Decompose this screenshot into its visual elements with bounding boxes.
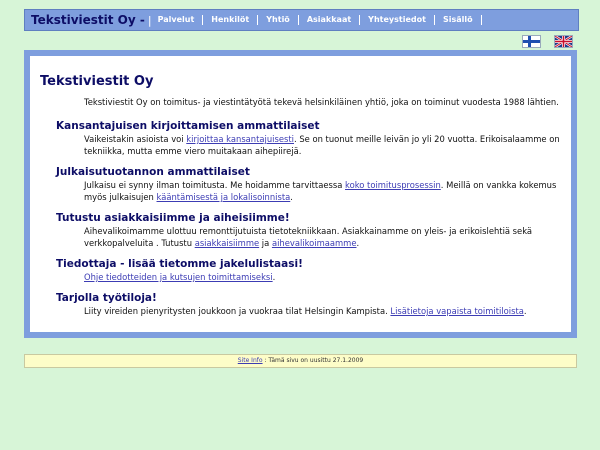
link-vapaat-toimitilat[interactable]: Lisätietoja vapaista toimitiloista bbox=[390, 306, 524, 316]
section-title: Kansantajuisen kirjoittamisen ammattilaiset bbox=[56, 120, 320, 132]
nav-item-yhtio[interactable]: Yhtiö bbox=[258, 15, 299, 25]
text-span: . Meillä on vankka kokemus myös julkaisujen bbox=[84, 180, 557, 202]
nav-item-henkilot[interactable]: Henkilöt bbox=[203, 15, 258, 25]
nav-item-yhteystiedot[interactable]: Yhteystiedot bbox=[360, 15, 435, 25]
main-nav bbox=[158, 15, 482, 25]
footer bbox=[24, 354, 577, 368]
finnish-flag-icon[interactable] bbox=[522, 35, 541, 48]
section-title: Julkaisutuotannon ammattilaiset bbox=[56, 166, 250, 178]
uk-flag-icon[interactable] bbox=[554, 35, 573, 48]
section-asiakkaat bbox=[56, 212, 561, 249]
main-content bbox=[30, 56, 571, 332]
text-span: . bbox=[290, 192, 293, 202]
section-text bbox=[84, 271, 561, 283]
text-span: . Se on tuonut meille leivän jo yli 20 vuotta. Erikoisalaamme on tekniikka, mutta emme viero muitakaan aihepiirejä. bbox=[84, 134, 560, 156]
top-navigation-bar bbox=[24, 9, 579, 31]
brand-separator: | bbox=[147, 13, 152, 27]
content-frame bbox=[24, 50, 577, 338]
link-kaantaminen[interactable]: kääntämisestä ja lokalisoinnista bbox=[156, 192, 291, 202]
section-tiedottaja bbox=[56, 258, 561, 283]
page-title: Tekstiviestit Oy bbox=[40, 74, 154, 89]
text-span: Liity vireiden pienyritysten joukkoon ja vuokraa tilat Helsingin Kampista. bbox=[84, 306, 391, 316]
text-span: Aihevalikoimamme ulottuu remonttijutuista tietotekniikkaan. Asiakkainamme on yleis- ja erikoislehtiä sekä verkkopalveluita . Tutustu bbox=[84, 226, 533, 248]
link-asiakkaisiimme[interactable]: asiakkaisiimme bbox=[194, 238, 260, 248]
section-text bbox=[84, 225, 561, 249]
link-ohje-tiedotteet[interactable]: Ohje tiedotteiden ja kutsujen toimittamiseksi bbox=[84, 272, 273, 282]
text-span: . bbox=[272, 272, 276, 282]
section-julkaisutuotanto bbox=[56, 166, 561, 203]
nav-item-sisallo[interactable]: Sisällö bbox=[435, 15, 482, 25]
text-span: Julkaisu ei synny ilman toimitusta. Me hoidamme tarvittaessa bbox=[84, 180, 346, 190]
link-kirjoittaa-kansantajuisesti[interactable]: kirjoittaa kansantajuisesti bbox=[186, 134, 294, 144]
section-title: Tutustu asiakkaisiimme ja aiheisiimme! bbox=[56, 212, 290, 224]
link-aihevalikoimaamme[interactable]: aihevalikoimaamme bbox=[271, 238, 357, 248]
nav-item-palvelut[interactable]: Palvelut bbox=[158, 15, 204, 25]
site-info-link[interactable]: Site Info bbox=[237, 357, 263, 364]
text-span: . bbox=[356, 238, 360, 248]
section-title: Tiedottaja - lisää tietomme jakelulistaasi! bbox=[56, 258, 303, 270]
language-switcher bbox=[522, 35, 573, 48]
section-title: Tarjolla työtiloja! bbox=[56, 292, 157, 304]
section-text bbox=[84, 179, 561, 203]
intro-text: Tekstiviestit Oy on toimitus- ja viestintätyötä tekevä helsinkiläinen yhtiö, joka on toiminut vuodesta 1988 lähtien. bbox=[84, 97, 559, 107]
section-text bbox=[84, 133, 561, 157]
brand-name: Tekstiviestit Oy - bbox=[31, 13, 145, 27]
text-span: Vaikeistakin asioista voi bbox=[84, 134, 187, 144]
text-span: ja bbox=[259, 238, 272, 248]
footer-text: : Tämä sivu on uusittu 27.1.2009 bbox=[262, 357, 364, 364]
section-tyotilat bbox=[56, 292, 561, 317]
link-toimitusprosessi[interactable]: koko toimitusprosessin bbox=[345, 180, 441, 190]
section-text bbox=[84, 305, 561, 317]
section-kansantajuinen bbox=[56, 120, 561, 157]
nav-item-asiakkaat[interactable]: Asiakkaat bbox=[299, 15, 360, 25]
text-span: . bbox=[523, 306, 527, 316]
